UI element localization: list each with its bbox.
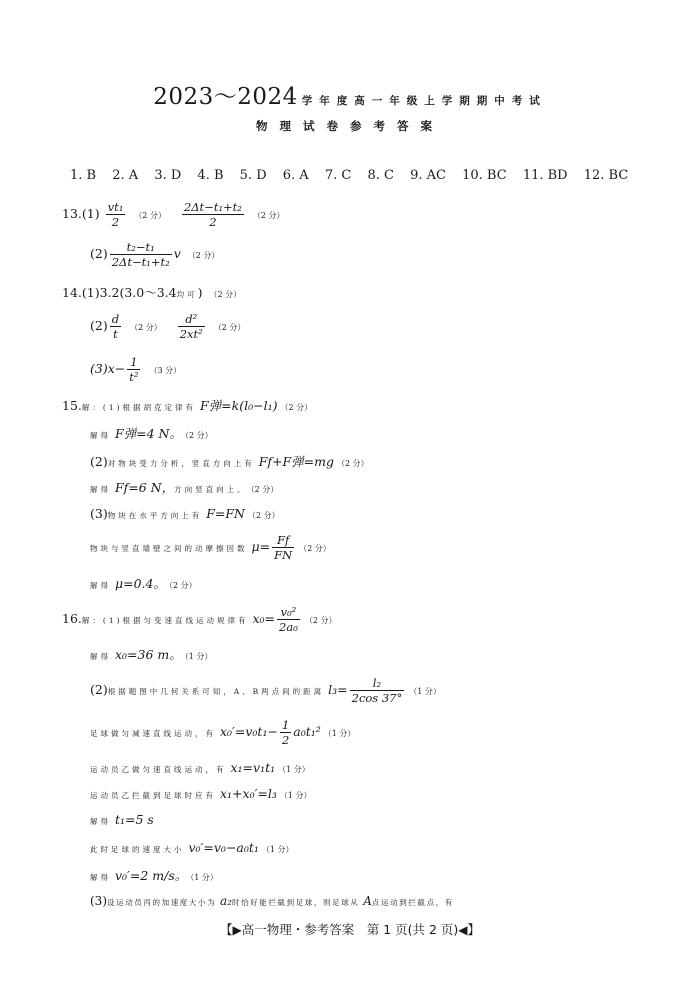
q15-line: 解得 μ=0.4。 （2 分） (90, 576, 197, 591)
score: （2 分） (280, 403, 313, 412)
mc-answer: 3. D (154, 168, 182, 183)
score: （2 分） (168, 581, 197, 590)
mc-answer: 8. C (367, 168, 394, 183)
mc-answer: 10. BC (462, 168, 507, 183)
q16-line: 16.解：(1)根据匀变速直线运动规律有 x₀= $\frac{\text{v₀²}}{\text{2a₀}}$ （2 分） (62, 605, 337, 634)
q15-line: 解得 F弹=4 N。 （2 分） (90, 426, 213, 441)
score: （2 分） (247, 511, 280, 520)
q16-line: 解得 v₀′=2 m/s。 （1 分） (90, 868, 218, 883)
fraction: $\frac{\text{t₂−t₁}}{\text{2Δt−t₁+t₂}}$ (111, 240, 170, 269)
score: （2 分） (250, 485, 279, 494)
score: （2 分） (209, 290, 242, 299)
page-subtitle: 物理试卷参考答案 (256, 119, 444, 133)
right-triangle-icon: ▶ (232, 923, 242, 937)
mc-answer: 12. BC (583, 168, 629, 183)
fraction: $\frac{\text{2Δt−t₁+t₂}}{2}$ (183, 200, 242, 229)
score: （1 分） (323, 729, 356, 738)
q15-line: (2)对物块受力分析，竖直方向上有 Ff+F弹=mg （2 分） (90, 454, 369, 469)
score: （2 分） (304, 616, 337, 625)
q15-line: 15.解：(1)根据胡克定律有 F弹=k(l₀−l₁) （2 分） (62, 398, 313, 413)
score: （1 分） (409, 687, 441, 696)
mc-answer: 6. A (282, 168, 309, 183)
score: （2 分） (185, 431, 213, 440)
mc-answer: 11. BD (522, 168, 568, 183)
score: （2 分） (134, 211, 166, 220)
fraction: $\frac{d}{t}$ (111, 312, 120, 341)
q16-line: (2)根据题图中几何关系可知，A、B两点间的距离 l₃= $\frac{\text{l₂}}{2\cos 37^\circ}$ （1 分） (90, 676, 441, 705)
score: （1 分） (279, 791, 312, 800)
mc-answer: 5. D (239, 168, 267, 183)
mc-answer: 9. AC (410, 168, 446, 183)
fraction: $\frac{1}{\text{t²}}$ (129, 355, 139, 384)
q13-part1: 13.(1) $\frac{\text{vt₁}}{2}$ （2 分） $\frac{\text{2Δt−t₁+t₂}}{2}$ （2 分） (62, 200, 285, 229)
fraction: $\frac{\text{l₂}}{2\cos 37^\circ}$ (351, 676, 403, 705)
title-exam: 学年度高一年级上学期期中考试 (301, 95, 547, 107)
q15-line: (3)物块在水平方向上有 F=FN （2 分） (90, 506, 280, 521)
score: （2 分） (252, 211, 285, 220)
score: （1 分） (190, 873, 218, 882)
q14-part3: (3)x− $\frac{1}{\text{t²}}$ （3 分） (90, 355, 182, 384)
q14-part2: (2) $\frac{d}{t}$ （2 分） $\frac{\text{d²}}{\text{2xt²}}$ （2 分） (90, 312, 246, 341)
fraction: $\frac{1}{2}$ (281, 718, 290, 747)
q16-line: 解得 x₀=36 m。 （1 分） (90, 647, 213, 662)
mc-answer: 1. B (70, 168, 97, 183)
q16-line: 运动员乙拦截到足球时应有 x₁+x₀′=l₃ （1 分） (90, 786, 312, 801)
q16-line: (3)设运动员丙的加速度大小为 a₂时恰好能拦截到足球，则足球从 A点运动到拦截点，有 (90, 894, 454, 908)
score: （2 分） (336, 459, 369, 468)
q15-line: 物块与竖直墙壁之间的动摩擦因数 μ= $\frac{Ff}{FN}$ （2 分） (90, 533, 331, 562)
mc-answers (70, 168, 628, 183)
title-year: 2023～2024 (153, 84, 298, 110)
page-footer: 【▶高一物理・参考答案 第 1 页(共 2 页)◀】 (219, 922, 481, 937)
fraction: $\frac{\text{d²}}{\text{2xt²}}$ (179, 312, 203, 341)
score: （2 分） (187, 251, 220, 260)
exam-title (0, 78, 700, 111)
q16-line: 运动员乙做匀速直线运动，有 x₁=v₁t₁ （1 分） (90, 760, 310, 775)
score: （2 分） (213, 323, 246, 332)
score: （1 分） (278, 765, 310, 774)
score: （2 分） (130, 323, 162, 332)
q14-part1: 14.(1)3.2(3.0～3.4均可) （2 分） (62, 285, 242, 300)
score: （3 分） (149, 366, 182, 375)
mc-answer: 7. C (324, 168, 352, 183)
q15-line: 解得 Ff=6 N，方向竖直向上。 （2 分） (90, 480, 279, 495)
q13-part2: (2) $\frac{\text{t₂−t₁}}{\text{2Δt−t₁+t₂}}$ v （2 分） (90, 240, 220, 269)
score: （1 分） (261, 845, 294, 854)
q16-line: 足球做匀减速直线运动，有 x₀′=v₀t₁− $\frac{1}{2}$ a₀t₁² （1 分） (90, 718, 356, 747)
q16-line: 此时足球的速度大小 v₀′=v₀−a₀t₁ （1 分） (90, 840, 294, 855)
left-triangle-icon: ◀ (458, 923, 468, 937)
fraction: $\frac{\text{v₀²}}{\text{2a₀}}$ (279, 605, 298, 634)
score: （2 分） (299, 544, 331, 553)
mc-answer: 2. A (112, 168, 139, 183)
fraction: $\frac{\text{vt₁}}{2}$ (107, 200, 124, 229)
q16-line: 解得 t₁=5 s (90, 812, 154, 827)
mc-answer: 4. B (197, 168, 224, 183)
score: （1 分） (184, 652, 213, 661)
fraction: $\frac{Ff}{FN}$ (274, 533, 293, 562)
